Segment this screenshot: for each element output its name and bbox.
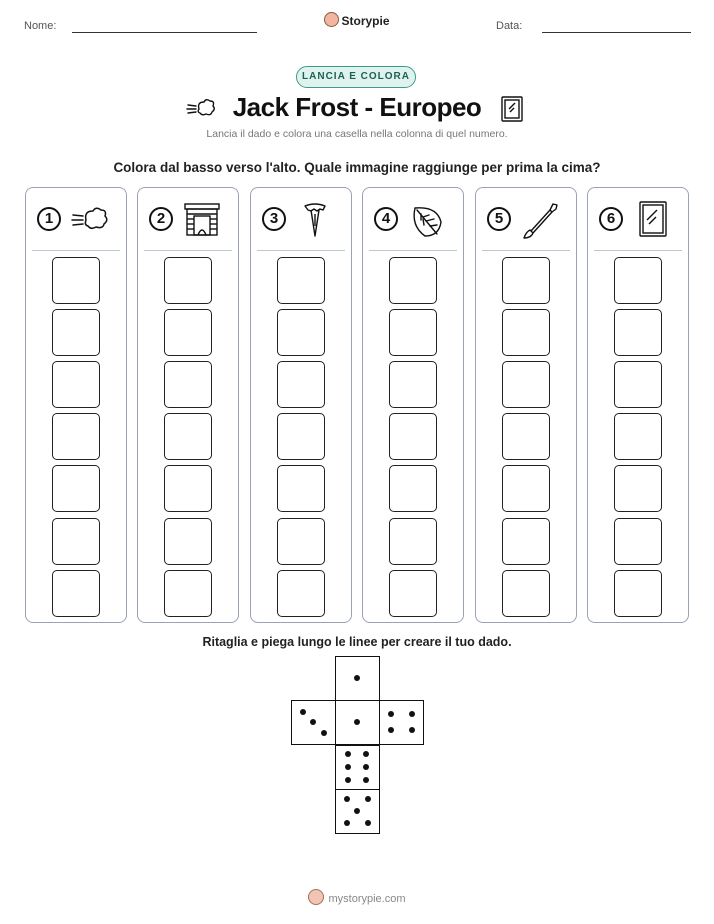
column-number: 1 bbox=[37, 207, 61, 231]
column-number: 2 bbox=[149, 207, 173, 231]
die-face-3 bbox=[291, 700, 336, 745]
color-box[interactable] bbox=[614, 309, 662, 356]
storypie-logo-icon bbox=[308, 889, 324, 905]
die-pip bbox=[363, 764, 369, 770]
color-box[interactable] bbox=[164, 465, 212, 512]
fireplace-icon bbox=[182, 200, 222, 240]
mirror-icon bbox=[632, 200, 672, 240]
color-box[interactable] bbox=[614, 465, 662, 512]
cut-instruction: Ritaglia e piega lungo le linee per creare il tuo dado. bbox=[202, 635, 512, 649]
color-box[interactable] bbox=[389, 309, 437, 356]
die-pip bbox=[321, 730, 327, 736]
brand-logo bbox=[0, 12, 714, 28]
color-box[interactable] bbox=[277, 570, 325, 617]
color-box[interactable] bbox=[389, 518, 437, 565]
die-pip bbox=[345, 777, 351, 783]
color-box[interactable] bbox=[52, 570, 100, 617]
die-pip bbox=[345, 764, 351, 770]
column-divider bbox=[594, 250, 682, 251]
color-box[interactable] bbox=[164, 309, 212, 356]
color-box[interactable] bbox=[614, 257, 662, 304]
die-pip bbox=[300, 709, 306, 715]
instruction: Colora dal basso verso l'alto. Quale immagine raggiunge per prima la cima? bbox=[113, 160, 601, 175]
color-box[interactable] bbox=[52, 361, 100, 408]
color-box[interactable] bbox=[502, 465, 550, 512]
column-number: 4 bbox=[374, 207, 398, 231]
color-box[interactable] bbox=[164, 361, 212, 408]
die-pip bbox=[388, 711, 394, 717]
die-pip bbox=[345, 751, 351, 757]
color-box[interactable] bbox=[502, 413, 550, 460]
brand-name: Storypie bbox=[341, 14, 390, 28]
column-divider bbox=[369, 250, 457, 251]
color-box[interactable] bbox=[277, 465, 325, 512]
color-box[interactable] bbox=[277, 257, 325, 304]
color-box[interactable] bbox=[52, 518, 100, 565]
dice-column-6 bbox=[587, 187, 689, 623]
color-box[interactable] bbox=[614, 518, 662, 565]
die-pip bbox=[354, 808, 360, 814]
wind-icon bbox=[70, 200, 110, 240]
color-box[interactable] bbox=[614, 570, 662, 617]
color-box[interactable] bbox=[277, 361, 325, 408]
die-pip bbox=[363, 751, 369, 757]
color-box[interactable] bbox=[502, 518, 550, 565]
name-label: Nome: bbox=[24, 20, 57, 32]
color-box[interactable] bbox=[389, 257, 437, 304]
activity-badge: LANCIA E COLORA bbox=[296, 66, 416, 88]
leaf-icon bbox=[407, 200, 447, 240]
color-box[interactable] bbox=[502, 361, 550, 408]
name-line[interactable] bbox=[72, 32, 257, 33]
column-number: 5 bbox=[487, 207, 511, 231]
dice-column-3 bbox=[250, 187, 352, 623]
color-box[interactable] bbox=[164, 570, 212, 617]
color-box[interactable] bbox=[614, 413, 662, 460]
color-box[interactable] bbox=[164, 413, 212, 460]
die-pip bbox=[365, 820, 371, 826]
footer bbox=[0, 889, 714, 905]
color-box[interactable] bbox=[389, 361, 437, 408]
die-pip bbox=[409, 711, 415, 717]
column-number: 3 bbox=[262, 207, 286, 231]
icicle-icon bbox=[295, 200, 335, 240]
color-box[interactable] bbox=[52, 465, 100, 512]
die-face-6 bbox=[335, 745, 380, 790]
die-pip bbox=[363, 777, 369, 783]
die-face-1 bbox=[335, 700, 380, 745]
paintbrush-icon bbox=[520, 200, 560, 240]
color-box[interactable] bbox=[502, 309, 550, 356]
color-box[interactable] bbox=[164, 518, 212, 565]
die-pip bbox=[388, 727, 394, 733]
color-box[interactable] bbox=[389, 570, 437, 617]
die-pip bbox=[344, 820, 350, 826]
column-number: 6 bbox=[599, 207, 623, 231]
die-pip bbox=[409, 727, 415, 733]
die-pip bbox=[344, 796, 350, 802]
footer-url: mystorypie.com bbox=[328, 893, 406, 905]
color-box[interactable] bbox=[277, 309, 325, 356]
color-box[interactable] bbox=[52, 413, 100, 460]
column-divider bbox=[482, 250, 570, 251]
color-box[interactable] bbox=[52, 257, 100, 304]
die-face-5 bbox=[335, 789, 380, 834]
dice-column-5 bbox=[475, 187, 577, 623]
storypie-logo-icon bbox=[324, 12, 339, 27]
column-divider bbox=[32, 250, 120, 251]
color-box[interactable] bbox=[52, 309, 100, 356]
die-pip bbox=[365, 796, 371, 802]
dice-column-1 bbox=[25, 187, 127, 623]
color-box[interactable] bbox=[614, 361, 662, 408]
column-divider bbox=[144, 250, 232, 251]
mirror-icon bbox=[500, 95, 524, 123]
die-pip bbox=[310, 719, 316, 725]
color-box[interactable] bbox=[277, 413, 325, 460]
subtitle: Lancia il dado e colora una casella nella colonna di quel numero. bbox=[206, 128, 508, 140]
color-box[interactable] bbox=[389, 465, 437, 512]
date-line[interactable] bbox=[542, 32, 691, 33]
color-box[interactable] bbox=[389, 413, 437, 460]
color-box[interactable] bbox=[502, 570, 550, 617]
page-title: Jack Frost - Europeo bbox=[232, 92, 482, 122]
die-pip bbox=[354, 675, 360, 681]
date-label: Data: bbox=[496, 20, 523, 32]
color-box[interactable] bbox=[164, 257, 212, 304]
die-pip bbox=[354, 719, 360, 725]
die-face-4 bbox=[379, 700, 424, 745]
color-box[interactable] bbox=[277, 518, 325, 565]
die-face-1 bbox=[335, 656, 380, 701]
color-box[interactable] bbox=[502, 257, 550, 304]
dice-column-4 bbox=[362, 187, 464, 623]
column-divider bbox=[257, 250, 345, 251]
dice-column-2 bbox=[137, 187, 239, 623]
